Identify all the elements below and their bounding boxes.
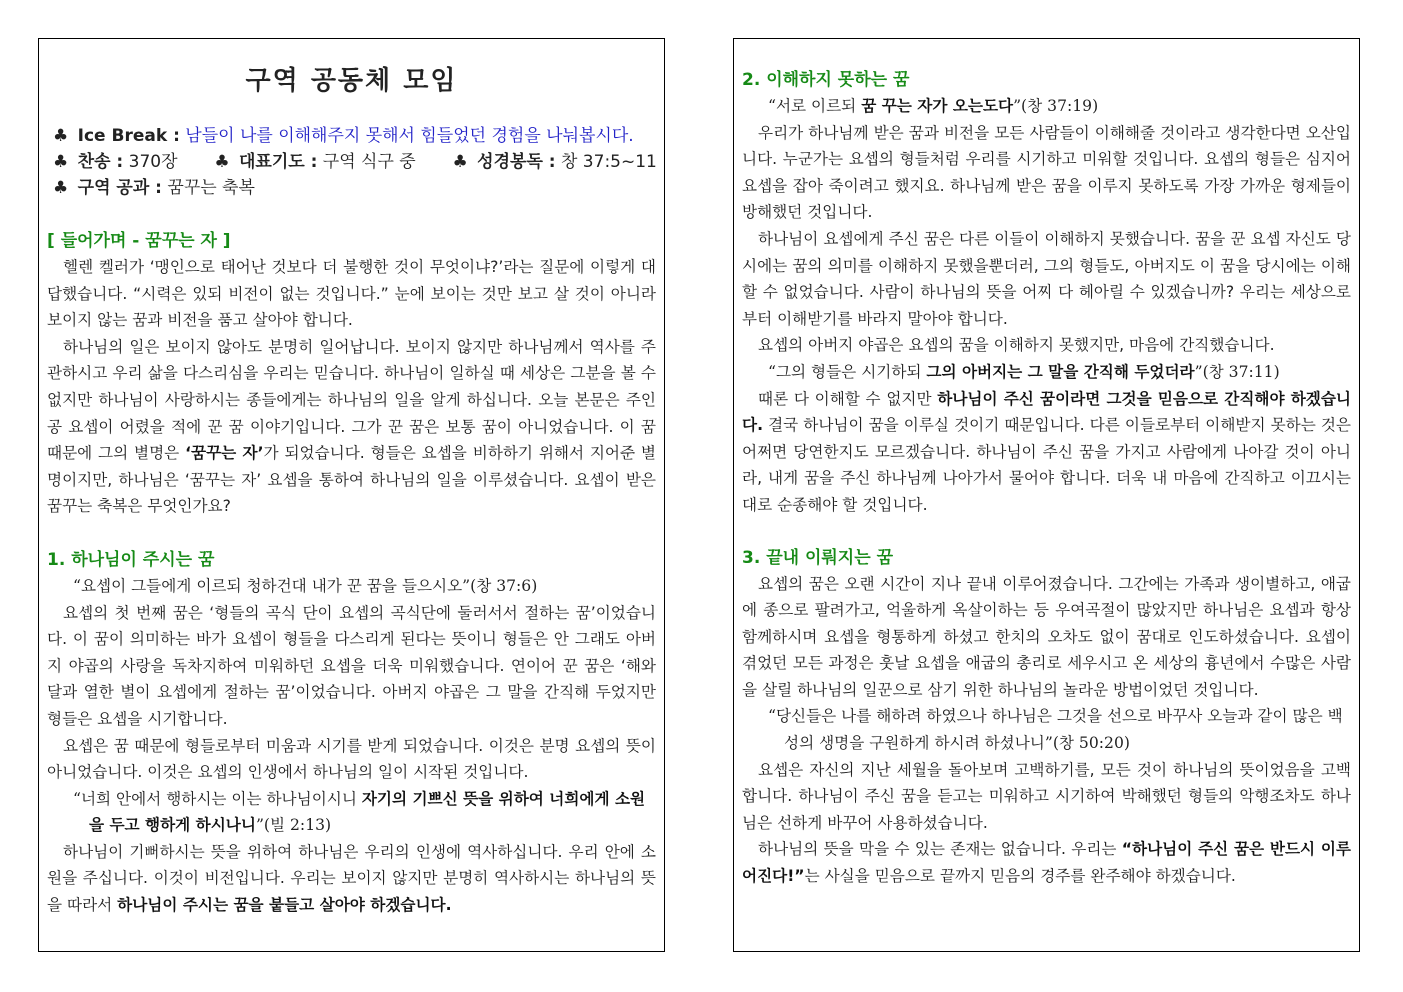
page-title: 구역 공동체 모임 [245, 66, 458, 96]
section-3-quote: “당신들은 나를 해하려 하였으나 하나님은 그것을 선으로 바꾸사 오늘과 같이 많은 백성의 생명을 구원하게 하시려 하셨나니”(창 50:20) [768, 707, 1343, 753]
club-icon: ♣ [53, 178, 69, 198]
reading-value: 창 37:5~11 [560, 152, 657, 172]
ice-break-line [47, 123, 656, 149]
lesson-value: 꿈꾸는 축복 [167, 178, 255, 198]
section-2-heading: 2. 이해하지 못하는 꿈 [742, 70, 910, 90]
section-2-paragraph-4: 때론 다 이해할 수 없지만 하나님이 주신 꿈이라면 그것을 믿음으로 간직해야 하겠습니다. 결국 하나님이 꿈을 이루실 것이기 때문입니다. 다른 이들로부터 이해받지 못하는 것은 어쩌면 당연한지도 모르겠습니다. 하나님이 주신 꿈을 가지고 사람에게 나아갈 것이 아니라, 내게 꿈을 주신 하나님께 나아가서 물어야 합니다. 더욱 내 마음에 간직하고 이끄시는 대로 순종해야 할 것입니다. [742, 389, 1351, 514]
hymn-value: 370장 [128, 152, 178, 172]
section-3-paragraph-1: 요셉의 꿈은 오랜 시간이 지나 끝내 이루어졌습니다. 그간에는 가족과 생이별하고, 애굽에 종으로 팔려가고, 억울하게 옥살이하는 등 우여곡절이 많았지만 하나님은 요셉과 항상 함께하시며 요셉을 형통하게 하셨고 한치의 오차도 없이 꿈대로 인도하셨습니다. 요셉이 겪었던 모든 과정은 훗날 요셉을 애굽의 총리로 세우시고 온 세상의 흉년에서 수많은 사람을 살릴 하나님의 일꾼으로 삼기 위한 하나님의 놀라운 방법이었던 것입니다. [742, 574, 1351, 699]
right-page [733, 38, 1360, 952]
left-page [38, 38, 665, 952]
section-3-paragraph-3: 하나님의 뜻을 막을 수 있는 존재는 없습니다. 우리는 “하나님이 주신 꿈은 반드시 이루어진다!”는 사실을 믿음으로 끝까지 믿음의 경주를 완주해야 하겠습니다. [742, 840, 1351, 886]
prayer-label: 대표기도 : [238, 152, 318, 172]
section-2-quote: “서로 이르되 꿈 꾸는 자가 오는도다”(창 37:19) [768, 96, 1099, 115]
section-1-paragraph-1: 요셉의 첫 번째 꿈은 ‘형들의 곡식 단이 요셉의 곡식단에 둘러서서 절하는 꿈’이었습니다. 이 꿈이 의미하는 바가 요셉이 형들을 다스리게 된다는 뜻이니 형들은 안 그래도 아버지 야곱의 사랑을 독차지하여 미워하던 요셉을 더욱 미워했습니다. 연이어 꾼 꿈은 ‘해와 달과 열한 별이 요셉에게 절하는 꿈’이었습니다. 아버지 야곱은 그 말을 간직해 두었지만 형들은 요셉을 시기합니다. [47, 603, 656, 728]
section-2-paragraph-3: 요셉의 아버지 야곱은 요셉의 꿈을 이해하지 못했지만, 마음에 간직했습니다. [758, 336, 1275, 355]
section-1-quote: “요셉이 그들에게 이르되 청하건대 내가 꾼 꿈을 들으시오”(창 37:6) [73, 576, 538, 595]
hymn-label: 찬송 : [77, 152, 124, 172]
intro-paragraph-1: 헬렌 켈러가 ‘맹인으로 태어난 것보다 더 불행한 것이 무엇이냐?’라는 질문에 이렇게 대답했습니다. “시력은 있되 비전이 없는 것입니다.” 눈에 보이는 것만 보고 살 것이 아니라 보이지 않는 꿈과 비전을 품고 살아야 합니다. [47, 258, 656, 330]
section-2-quote-2: “그의 형들은 시기하되 그의 아버지는 그 말을 간직해 두었더라”(창 37:11) [768, 361, 1280, 381]
club-icon: ♣ [53, 152, 69, 172]
worship-order-line [47, 149, 656, 175]
club-icon: ♣ [53, 126, 69, 146]
intro-heading: [ 들어가며 - 꿈꾸는 자 ] [47, 231, 231, 251]
ice-break-label: Ice Break : [77, 126, 180, 146]
ice-break-text: 남들이 나를 이해해주지 못해서 힘들었던 경험을 나눠봅시다. [185, 126, 634, 146]
section-2-paragraph-2: 하나님이 요셉에게 주신 꿈은 다른 이들이 이해하지 못했습니다. 꿈을 꾼 요셉 자신도 당시에는 꿈의 의미를 이해하지 못했을뿐더러, 그의 형들도, 아버지도 이 꿈을 당시에는 이해할 수 없었습니다. 사람이 하나님의 뜻을 어찌 다 헤아릴 수 있겠습니까? 우리는 세상으로부터 이해받기를 바라지 말아야 합니다. [742, 229, 1351, 328]
club-icon: ♣ [214, 152, 230, 172]
section-3-heading: 3. 끝내 이뤄지는 꿈 [742, 547, 893, 568]
section-1-heading: 1. 하나님이 주시는 꿈 [47, 549, 215, 570]
section-2-paragraph-1: 우리가 하나님께 받은 꿈과 비전을 모든 사람들이 이해해줄 것이라고 생각한다면 오산입니다. 누군가는 요셉의 형들처럼 우리를 시기하고 미워할 것입니다. 요셉의 형들은 심지어 요셉을 잡아 죽이려고 했지요. 하나님께 받은 꿈을 이루지 못하도록 가장 가까운 형제들이 방해했던 것입니다. [742, 123, 1351, 222]
section-1-paragraph-3: 하나님이 기뻐하시는 뜻을 위하여 하나님은 우리의 인생에 역사하십니다. 우리 안에 소원을 주십니다. 이것이 비전입니다. 우리는 보이지 않지만 분명히 역사하시는 하나님의 뜻을 따라서 하나님이 주시는 꿈을 붙들고 살아야 하겠습니다. [47, 842, 656, 915]
prayer-value: 구역 식구 중 [322, 152, 416, 172]
club-icon: ♣ [452, 152, 468, 172]
section-3-paragraph-2: 요셉은 자신의 지난 세월을 돌아보며 고백하기를, 모든 것이 하나님의 뜻이었음을 고백합니다. 하나님이 주신 꿈을 듣고는 미워하고 시기하여 박해했던 형들의 악행조차도 하나님은 선하게 바꾸어 사용하셨습니다. [742, 760, 1351, 832]
lesson-label: 구역 공과 : [77, 178, 162, 198]
reading-label: 성경봉독 : [477, 152, 556, 172]
section-1-quote-2: “너희 안에서 행하시는 이는 하나님이시니 자기의 기쁘신 뜻을 위하여 너희에게 소원을 두고 행하게 하시나니”(빌 2:13) [73, 788, 646, 835]
intro-paragraph-2: 하나님의 일은 보이지 않아도 분명히 일어납니다. 보이지 않지만 하나님께서 역사를 주관하시고 우리 삶을 다스리심을 우리는 믿습니다. 하나님이 일하실 때 세상은 그분을 볼 수 없지만 하나님이 사랑하시는 종들에게는 하나님의 일을 알게 하십니다. 오늘 본문은 주인공 요셉이 어렸을 적에 꾼 꿈 이야기입니다. 그가 꾼 꿈은 보통 꿈이 아니었습니다. 이 꿈 때문에 그의 별명은 ‘꿈꾸는 자’가 되었습니다. 형들은 요셉을 비하하기 위해서 지어준 별명이지만, 하나님은 ‘꿈꾸는 자’ 요셉을 통하여 하나님의 일을 이루셨습니다. 요셉이 받은 꿈꾸는 축복은 무엇인가요? [47, 337, 656, 516]
lesson-line [47, 175, 656, 201]
section-1-paragraph-2: 요셉은 꿈 때문에 형들로부터 미움과 시기를 받게 되었습니다. 이것은 분명 요셉의 뜻이 아니었습니다. 이것은 요셉의 인생에서 하나님의 일이 시작된 것입니다. [47, 736, 656, 782]
